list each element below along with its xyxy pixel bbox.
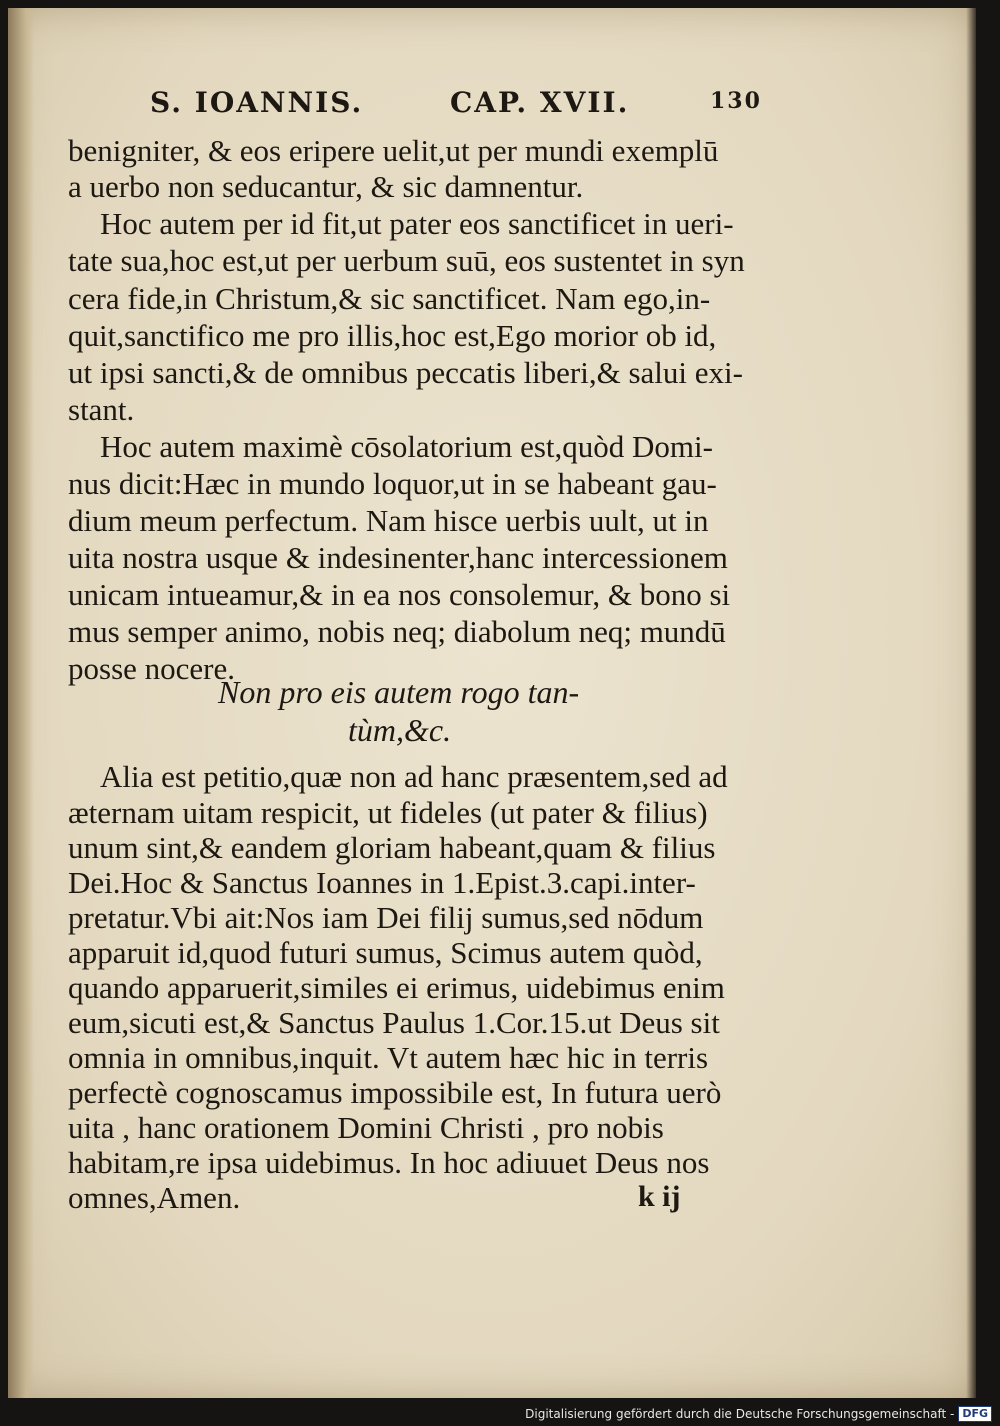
header-folio-number: 130 [710,88,762,114]
text-line: unum sint,& eandem gloriam habeant,quam & filius [68,830,716,865]
text-line: quit,sanctifico me pro illis,hoc est,Ego morior ob id, [68,318,717,353]
header-book-title: S. IOANNIS. [150,86,364,119]
text-line: benigniter, & eos eripere uelit,ut per mundi exemplū [68,133,719,168]
text-line: quando apparuerit,similes ei erimus, uidebimus enim [68,970,725,1005]
text-line: æternam uitam respicit, ut fideles (ut pater & filius) [68,795,708,830]
text-line: dium meum perfectum. Nam hisce uerbis uult, ut in [68,503,709,538]
signature-mark: k ij [638,1180,681,1213]
text-line: uita , hanc orationem Domini Christi , pro nobis [68,1110,664,1145]
section-heading-line-1: Non pro eis autem rogo tan- [218,674,580,710]
credit-text: Digitalisierung gefördert durch die Deutsche Forschungsgemeinschaft - [525,1407,955,1421]
text-line: ut ipsi sancti,& de omnibus peccatis liberi,& salui exi- [68,355,743,390]
text-line: cera fide,in Christum,& sic sanctificet. Nam ego,in- [68,281,711,316]
book-page [8,8,976,1398]
text-line: mus semper animo, nobis neq; diabolum neq; mundū [68,614,726,649]
text-line: omnia in omnibus,inquit. Vt autem hæc hic in terris [68,1040,709,1075]
text-line: eum,sicuti est,& Sanctus Paulus 1.Cor.15.ut Deus sit [68,1005,720,1040]
text-line: stant. [68,392,135,427]
page-gutter-shadow [8,8,34,1398]
text-line: Hoc autem per id fit,ut pater eos sanctificet in ueri- [100,206,734,241]
section-heading-line-2: tùm,&c. [348,712,452,748]
text-line: posse nocere. [68,651,235,686]
text-line: tate sua,hoc est,ut per uerbum suū, eos sustentet in syn [68,243,745,278]
text-line: uita nostra usque & indesinenter,hanc intercessionem [68,540,728,575]
header-chapter: CAP. XVII. [450,86,630,119]
text-line: Alia est petitio,quæ non ad hanc præsentem,sed ad [100,759,728,794]
text-line: pretatur.Vbi ait:Nos iam Dei filij sumus,sed nōdum [68,900,704,935]
text-line: unicam intueamur,& in ea nos consolemur, & bono si [68,577,731,612]
digitization-credit [525,1404,992,1424]
dfg-logo: DFG [958,1406,992,1422]
text-line: Dei.Hoc & Sanctus Ioannes in 1.Epist.3.capi.inter- [68,865,696,900]
text-line: a uerbo non seducantur, & sic damnentur. [68,169,584,204]
page-edge [966,8,976,1398]
running-header [150,86,790,122]
text-line: habitam,re ipsa uidebimus. In hoc adiuuet Deus nos [68,1145,710,1180]
text-line: Hoc autem maximè cōsolatorium est,quòd Domi- [100,429,713,464]
text-line: nus dicit:Hæc in mundo loquor,ut in se habeant gau- [68,466,717,501]
text-line: omnes,Amen. [68,1180,241,1215]
text-line: apparuit id,quod futuri sumus, Scimus autem quòd, [68,935,703,970]
text-line: perfectè cognoscamus impossibile est, In futura uerò [68,1075,722,1110]
